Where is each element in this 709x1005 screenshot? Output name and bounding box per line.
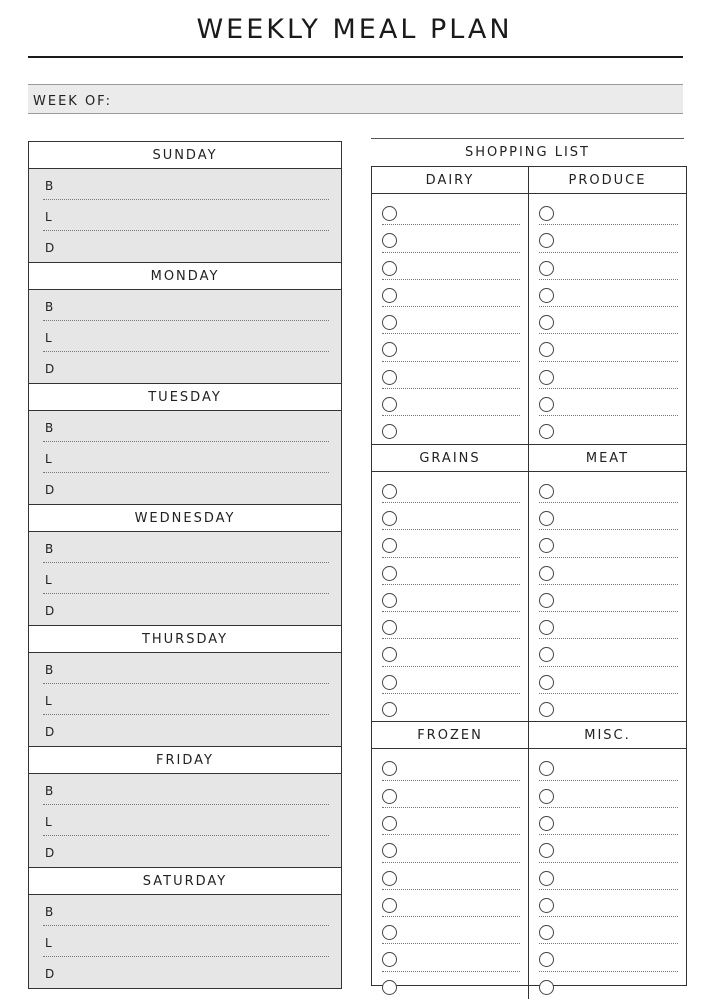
checkbox-circle-icon[interactable] [382,789,397,804]
shopping-item-line[interactable] [382,917,520,944]
day-heading: WEDNESDAY [29,505,341,532]
shopping-list-grid [371,166,687,986]
category-items [372,472,528,722]
shopping-item-line[interactable] [382,753,520,780]
day-heading: TUESDAY [29,384,341,411]
shopping-item-line[interactable] [539,753,678,780]
checkbox-circle-icon[interactable] [539,397,554,412]
shopping-item-line[interactable] [382,585,520,612]
checkbox-circle-icon[interactable] [539,206,554,221]
meal-entry-line[interactable] [43,442,329,473]
day-meals [29,532,341,625]
checkbox-circle-icon[interactable] [382,261,397,276]
day-meals [29,169,341,262]
shopping-item-line[interactable] [382,530,520,557]
checkbox-circle-icon[interactable] [539,566,554,581]
shopping-item-line[interactable] [382,835,520,862]
checkbox-circle-icon[interactable] [539,898,554,913]
day-heading: THURSDAY [29,626,341,653]
category-heading: MISC. [529,722,686,749]
checkbox-circle-icon[interactable] [539,702,554,717]
meal-letter: B [45,905,54,919]
category-heading: GRAINS [372,445,528,472]
shopping-item-line[interactable] [539,835,678,862]
checkbox-circle-icon[interactable] [382,843,397,858]
checkbox-circle-icon[interactable] [382,980,397,995]
shopping-item-line[interactable] [382,280,520,307]
category-items [529,194,686,444]
checkbox-circle-icon[interactable] [539,288,554,303]
shopping-item-line[interactable] [539,585,678,612]
day-block [29,868,341,989]
shopping-item-line[interactable] [539,667,678,694]
day-heading: SATURDAY [29,868,341,895]
checkbox-circle-icon[interactable] [539,789,554,804]
meal-entry-line[interactable] [43,774,329,805]
meal-entry-line[interactable] [43,715,329,746]
week-of-field[interactable] [28,84,683,114]
shopping-item-line[interactable] [382,362,520,389]
checkbox-circle-icon[interactable] [382,675,397,690]
shopping-item-line[interactable] [382,639,520,666]
checkbox-circle-icon[interactable] [382,952,397,967]
shopping-item-line[interactable] [382,334,520,361]
shopping-item-line[interactable] [539,225,678,252]
checkbox-circle-icon[interactable] [539,484,554,499]
checkbox-circle-icon[interactable] [539,511,554,526]
day-meals [29,895,341,988]
checkbox-circle-icon[interactable] [382,484,397,499]
checkbox-circle-icon[interactable] [382,702,397,717]
shopping-item-line[interactable] [539,476,678,503]
meal-letter: L [45,452,52,466]
shopping-item-line[interactable] [382,781,520,808]
shopping-item-line[interactable] [382,225,520,252]
checkbox-circle-icon[interactable] [539,233,554,248]
shopping-item-line[interactable] [382,198,520,225]
checkbox-circle-icon[interactable] [382,538,397,553]
shopping-item-line[interactable] [539,558,678,585]
meal-entry-line[interactable] [43,532,329,563]
checkbox-circle-icon[interactable] [539,925,554,940]
meal-letter: L [45,694,52,708]
meal-entry-line[interactable] [43,895,329,926]
checkbox-circle-icon[interactable] [539,370,554,385]
shopping-item-line[interactable] [539,639,678,666]
meal-entry-line[interactable] [43,231,329,262]
checkbox-circle-icon[interactable] [382,925,397,940]
checkbox-circle-icon[interactable] [539,315,554,330]
category-items [372,749,528,999]
shopping-item-line[interactable] [539,808,678,835]
checkbox-circle-icon[interactable] [539,871,554,886]
meal-letter: B [45,542,54,556]
meal-letter: B [45,300,54,314]
meal-letter: L [45,573,52,587]
shopping-category [529,167,686,445]
meal-letter: L [45,936,52,950]
shopping-item-line[interactable] [382,476,520,503]
shopping-item-line[interactable] [539,416,678,443]
checkbox-circle-icon[interactable] [382,511,397,526]
category-items [529,472,686,722]
checkbox-circle-icon[interactable] [539,843,554,858]
day-meals [29,290,341,383]
shopping-list-divider [371,138,684,139]
checkbox-circle-icon[interactable] [382,816,397,831]
shopping-item-line[interactable] [539,694,678,721]
checkbox-circle-icon[interactable] [382,761,397,776]
title-divider [28,56,683,58]
shopping-item-line[interactable] [382,944,520,971]
checkbox-circle-icon[interactable] [382,647,397,662]
meal-letter: D [45,362,55,376]
category-heading: DAIRY [372,167,528,194]
day-heading: FRIDAY [29,747,341,774]
shopping-item-line[interactable] [539,362,678,389]
meal-entry-line[interactable] [43,290,329,321]
shopping-item-line[interactable] [539,781,678,808]
checkbox-circle-icon[interactable] [382,342,397,357]
category-heading: PRODUCE [529,167,686,194]
meal-entry-line[interactable] [43,200,329,231]
shopping-item-line[interactable] [539,530,678,557]
checkbox-circle-icon[interactable] [382,397,397,412]
meal-entry-line[interactable] [43,473,329,504]
shopping-category [372,445,529,723]
checkbox-circle-icon[interactable] [539,342,554,357]
meal-entry-line[interactable] [43,926,329,957]
shopping-item-line[interactable] [382,416,520,443]
shopping-item-line[interactable] [539,307,678,334]
meal-entry-line[interactable] [43,169,329,200]
shopping-item-line[interactable] [539,890,678,917]
meal-letter: B [45,784,54,798]
shopping-item-line[interactable] [539,334,678,361]
checkbox-circle-icon[interactable] [539,593,554,608]
meal-letter: D [45,846,55,860]
meal-letter: D [45,604,55,618]
week-of-label: WEEK OF: [33,94,113,109]
meal-entry-line[interactable] [43,352,329,383]
checkbox-circle-icon[interactable] [382,233,397,248]
shopping-item-line[interactable] [382,863,520,890]
shopping-item-line[interactable] [539,944,678,971]
checkbox-circle-icon[interactable] [539,261,554,276]
shopping-item-line[interactable] [382,972,520,999]
meal-letter: D [45,241,55,255]
shopping-item-line[interactable] [539,280,678,307]
day-meals [29,774,341,867]
checkbox-circle-icon[interactable] [382,898,397,913]
shopping-item-line[interactable] [382,558,520,585]
meal-entry-line[interactable] [43,805,329,836]
checkbox-circle-icon[interactable] [539,675,554,690]
meal-letter: B [45,421,54,435]
checkbox-circle-icon[interactable] [539,761,554,776]
checkbox-circle-icon[interactable] [382,566,397,581]
shopping-item-line[interactable] [382,307,520,334]
shopping-item-line[interactable] [539,917,678,944]
checkbox-circle-icon[interactable] [539,952,554,967]
shopping-category [372,722,529,999]
shopping-item-line[interactable] [382,389,520,416]
meal-entry-line[interactable] [43,684,329,715]
checkbox-circle-icon[interactable] [539,647,554,662]
meal-letter: L [45,815,52,829]
meal-letter: D [45,967,55,981]
page-title: WEEKLY MEAL PLAN [196,14,513,45]
day-block [29,626,341,747]
shopping-item-line[interactable] [382,808,520,835]
meal-letter: B [45,179,54,193]
shopping-item-line[interactable] [382,694,520,721]
checkbox-circle-icon[interactable] [382,424,397,439]
meal-entry-line[interactable] [43,563,329,594]
meal-entry-line[interactable] [43,411,329,442]
shopping-category [529,445,686,723]
meal-letter: L [45,331,52,345]
shopping-category [372,167,529,445]
shopping-item-line[interactable] [539,972,678,999]
checkbox-circle-icon[interactable] [539,980,554,995]
day-meals [29,411,341,504]
meal-entry-line[interactable] [43,836,329,867]
meal-letter: L [45,210,52,224]
meal-letter: D [45,725,55,739]
day-block [29,384,341,505]
checkbox-circle-icon[interactable] [382,315,397,330]
day-block [29,263,341,384]
category-heading: MEAT [529,445,686,472]
shopping-item-line[interactable] [539,253,678,280]
checkbox-circle-icon[interactable] [382,871,397,886]
day-heading: MONDAY [29,263,341,290]
shopping-item-line[interactable] [382,503,520,530]
meal-letter: B [45,663,54,677]
day-block [29,142,341,263]
meal-entry-line[interactable] [43,653,329,684]
day-block [29,747,341,868]
checkbox-circle-icon[interactable] [382,288,397,303]
shopping-item-line[interactable] [382,253,520,280]
shopping-item-line[interactable] [382,890,520,917]
meal-entry-line[interactable] [43,321,329,352]
meal-letter: D [45,483,55,497]
day-heading: SUNDAY [29,142,341,169]
shopping-item-line[interactable] [539,389,678,416]
days-column [28,141,342,989]
shopping-item-line[interactable] [539,612,678,639]
shopping-item-line[interactable] [382,667,520,694]
checkbox-circle-icon[interactable] [539,424,554,439]
checkbox-circle-icon[interactable] [382,620,397,635]
meal-entry-line[interactable] [43,957,329,988]
category-heading: FROZEN [372,722,528,749]
shopping-item-line[interactable] [539,198,678,225]
shopping-list-title: SHOPPING LIST [465,145,590,160]
checkbox-circle-icon[interactable] [539,620,554,635]
checkbox-circle-icon[interactable] [539,538,554,553]
shopping-item-line[interactable] [539,863,678,890]
checkbox-circle-icon[interactable] [382,370,397,385]
day-block [29,505,341,626]
category-items [529,749,686,999]
shopping-category [529,722,686,999]
checkbox-circle-icon[interactable] [382,593,397,608]
category-items [372,194,528,444]
meal-entry-line[interactable] [43,594,329,625]
day-meals [29,653,341,746]
checkbox-circle-icon[interactable] [382,206,397,221]
checkbox-circle-icon[interactable] [539,816,554,831]
shopping-item-line[interactable] [382,612,520,639]
shopping-item-line[interactable] [539,503,678,530]
